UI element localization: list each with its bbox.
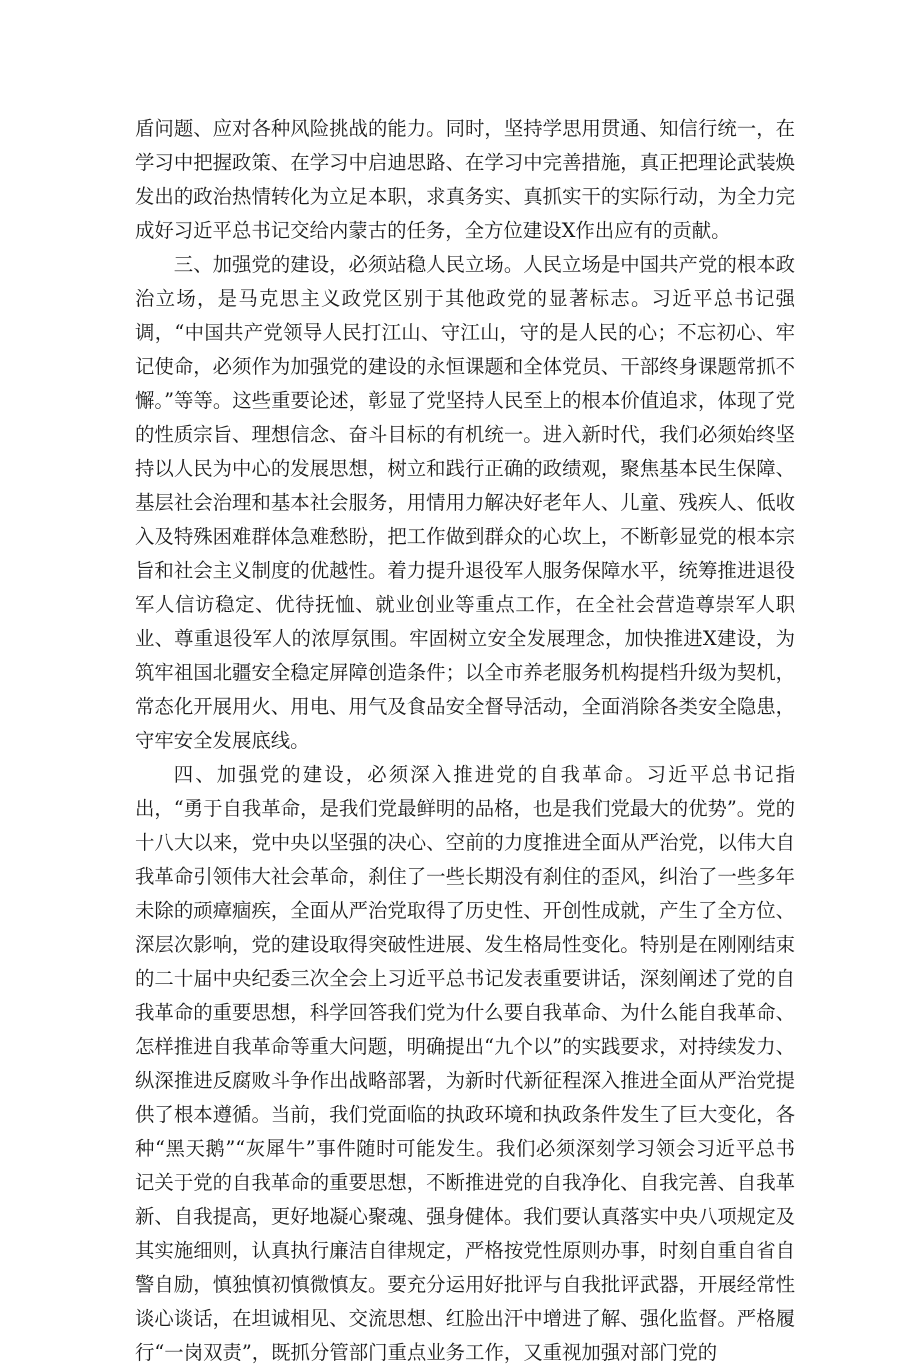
paragraph-continuation: 盾问题、应对各种风险挑战的能力。同时，坚持学思用贯通、知信行统一，在学习中把握政策、在学习中启迪思路、在学习中完善措施，真正把理论武装焕发出的政治热情转化为立足本职，求真务实、真抓实干的实际行动，为全力完成好习近平总书记交给内蒙古的任务，全方位建设X作出应有的贡献。 — [135, 117, 795, 242]
paragraph-section-four: 四、加强党的建设，必须深入推进党的自我革命。习近平总书记指出，“勇于自我革命，是我们党最鲜明的品格，也是我们党最大的优势”。党的十八大以来，党中央以坚强的决心、空前的力度推进全面从严治党，以伟大自我革命引领伟大社会革命，刹住了一些长期没有刹住的歪风，纠治了一些多年未除的顽瘴痼疾，全面从严治党取得了历史性、开创性成就，产生了全方位、深层次影响，党的建设取得突破性进展、发生格局性变化。特别是在刚刚结束的二十届中央纪委三次全会上习近平总书记发表重要讲话，深刻阐述了党的自我革命的重要思想，科学回答我们党为什么要自我革命、为什么能自我革命、怎样推进自我革命等重大问题，明确提出“九个以”的实践要求，对持续发力、纵深推进反腐败斗争作出战略部署，为新时代新征程深入推进全面从严治党提供了根本遵循。当前，我们党面临的执政环境和执政条件发生了巨大变化，各种“黑天鹅”“灰犀牛”事件随时可能发生。我们必须深刻学习领会习近平总书记关于党的自我革命的重要思想，不断推进党的自我净化、自我完善、自我革新、自我提高，更好地凝心聚魂、强身健体。我们要认真落实中央八项规定及其实施细则，认真执行廉洁自律规定，严格按党性原则办事，时刻自重自省自警自励，慎独慎初慎微慎友。要充分运用好批评与自我批评武器，开展经常性谈心谈话，在坦诚相见、交流思想、红脸出汗中增进了解、强化监督。严格履行“一岗双责”，既抓分管部门重点业务工作，又重视加强对部门党的 — [135, 763, 795, 1364]
paragraph-section-three: 三、加强党的建设，必须站稳人民立场。人民立场是中国共产党的根本政治立场，是马克思主义政党区别于其他政党的显著标志。习近平总书记强调，“中国共产党领导人民打江山、守江山，守的是人民的心；不忘初心、牢记使命，必须作为加强党的建设的永恒课题和全体党员、干部终身课题常抓不懈。”等等。这些重要论述，彰显了党坚持人民至上的根本价值追求，体现了党的性质宗旨、理想信念、奋斗目标的有机统一。进入新时代，我们必须始终坚持以人民为中心的发展思想，树立和践行正确的政绩观，聚焦基本民生保障、基层社会治理和基本社会服务，用情用力解决好老年人、儿童、残疾人、低收入及特殊困难群体急难愁盼，把工作做到群众的心坎上，不断彰显党的根本宗旨和社会主义制度的优越性。着力提升退役军人服务保障水平，统筹推进退役军人信访稳定、优待抚恤、就业创业等重点工作，在全社会营造尊崇军人职业、尊重退役军人的浓厚氛围。牢固树立安全发展理念，加快推进X建设，为筑牢祖国北疆安全稳定屏障创造条件；以全市养老服务机构提档升级为契机，常态化开展用火、用电、用气及食品安全督导活动，全面消除各类安全隐患，守牢安全发展底线。 — [135, 253, 795, 752]
document-body — [135, 112, 795, 1370]
